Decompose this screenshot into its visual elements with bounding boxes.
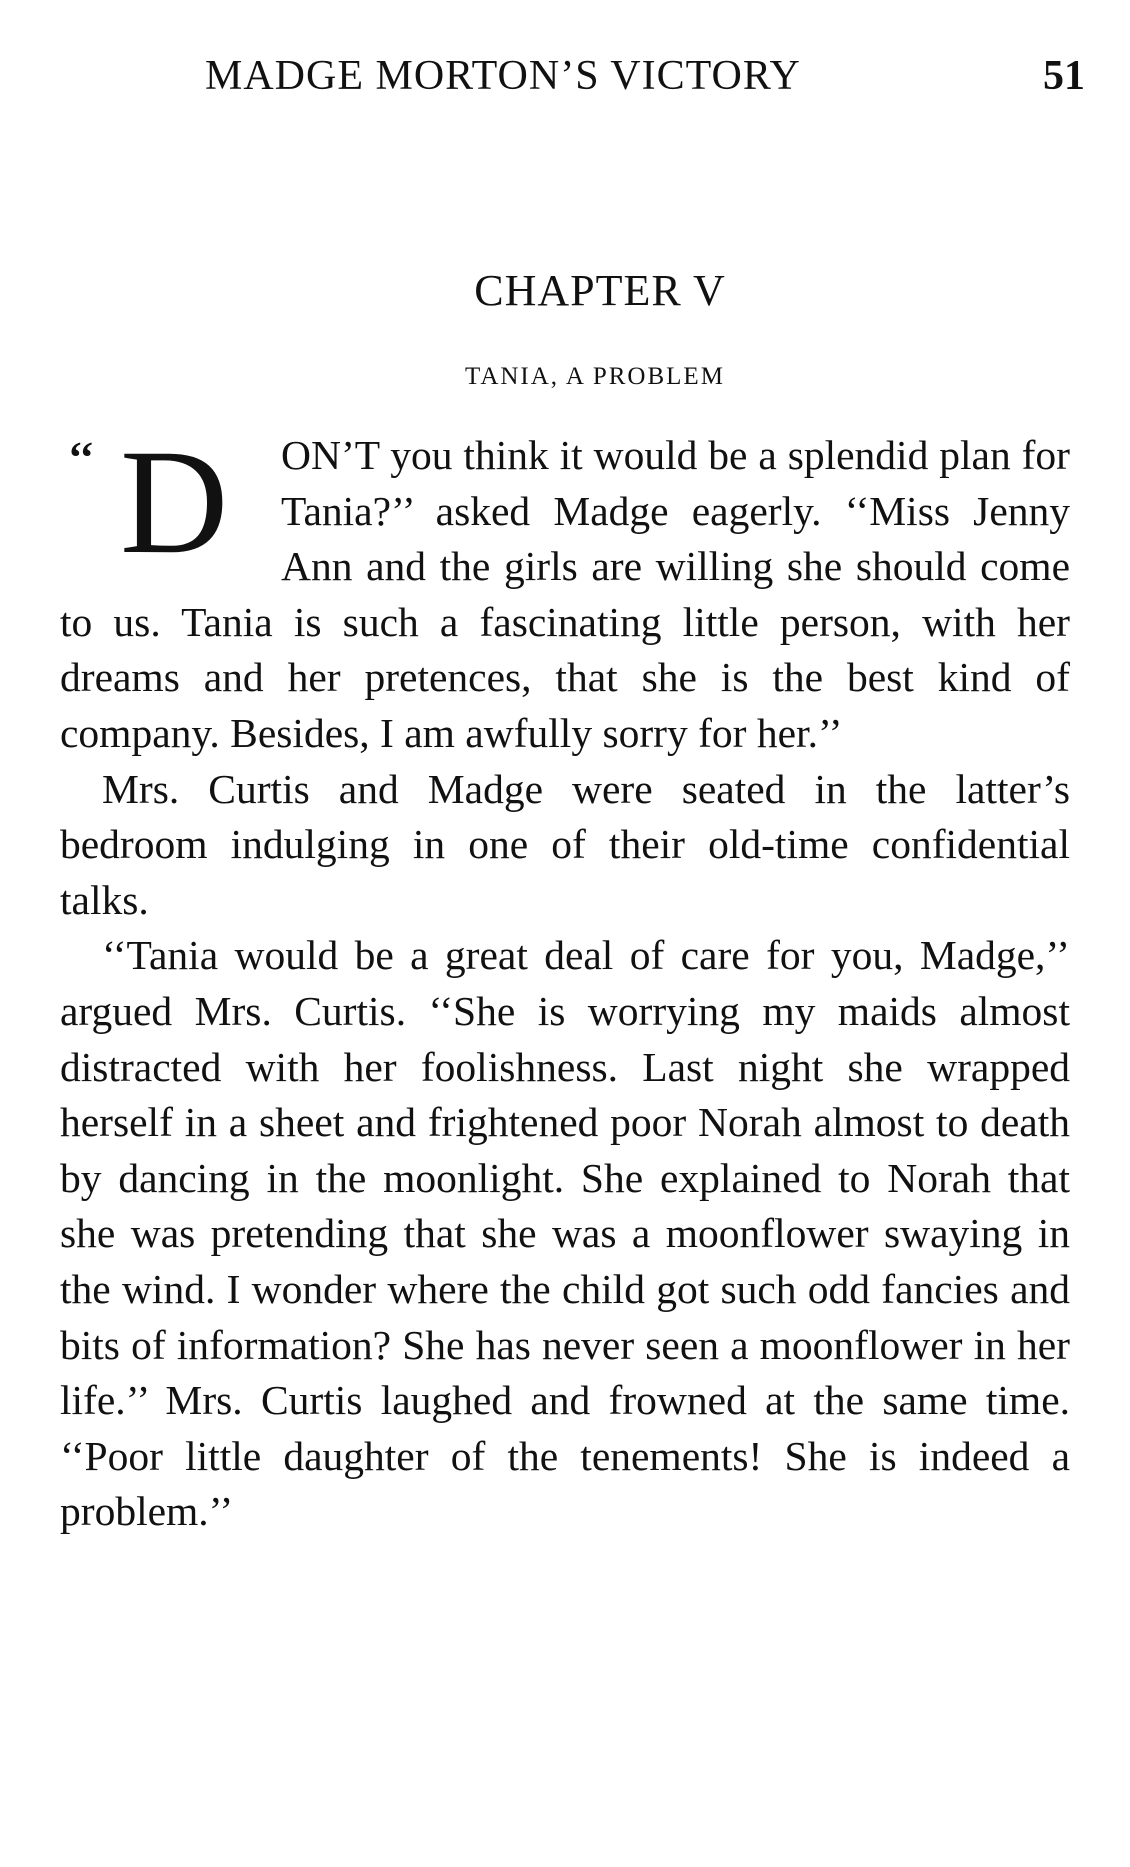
paragraph-2: Mrs. Curtis and Madge were seated in the latter’s bedroom indulging in one of their old-time confidential talks. — [60, 765, 1070, 923]
running-title: MADGE MORTON’S VICTORY — [205, 53, 801, 99]
paragraph-3: ‘‘Tania would be a great deal of care for you, Madge,’’ argued Mrs. Curtis. ‘‘She is worrying my maids almost distracted with her foolishness. Last night she wrapped herself in a sheet and frightened poor Norah almost to death by dancing in the moonlight. She explained to Norah that she was pretending that she was a moonflower swaying in the wind. I wonder where the child got such odd fancies and bits of information? She has never seen a moonflower in her life.’’ Mrs. Curtis laughed and frowned at the same time. ‘‘Poor little daughter of the tenements! She is indeed a problem.’’ — [60, 932, 1070, 1535]
body-text — [60, 419, 1070, 1540]
chapter-subtitle: TANIA, A PROBLEM — [465, 363, 725, 390]
running-head — [205, 48, 1085, 104]
chapter-title: CHAPTER V — [474, 266, 726, 315]
drop-cap-quote: ‘‘ — [68, 433, 95, 482]
drop-cap-letter: D — [120, 419, 229, 585]
paragraph-1-text: ON’T you think it would be a splendid plan for Tania?’’ asked Madge eagerly. ‘‘Miss Jenny Ann and the girls are willing she should come to us. Tania is such a fascinating little person, with her dreams and her pretences, that she is the best kind of company. Besides, I am awfully sorry for her.’’ — [60, 432, 1070, 756]
drop-cap — [60, 419, 275, 588]
paragraph-1 — [60, 419, 1070, 762]
page-number: 51 — [1043, 53, 1085, 99]
